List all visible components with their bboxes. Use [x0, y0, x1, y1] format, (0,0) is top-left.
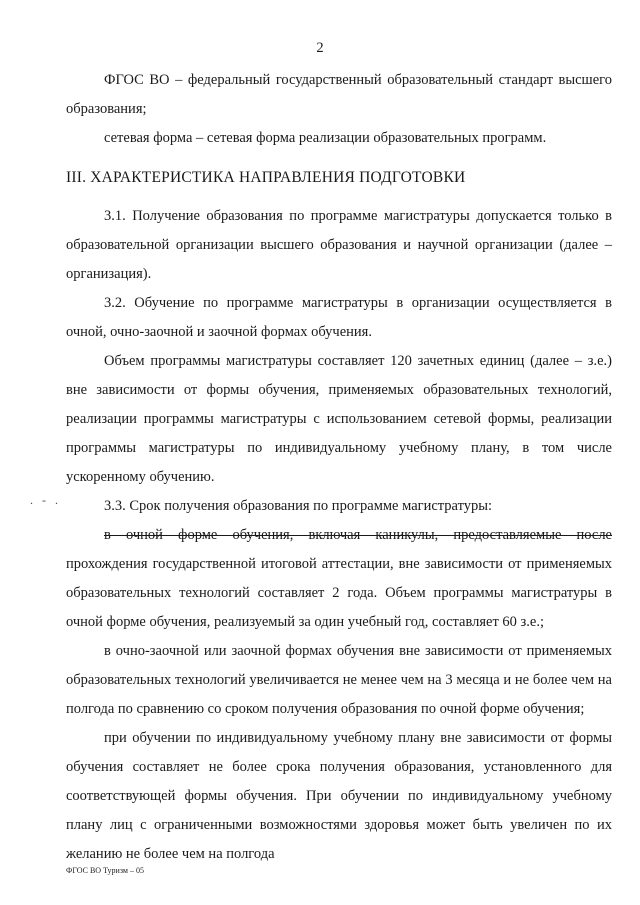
paragraph-3-3: 3.3. Срок получения образования по программе магистратуры:	[104, 498, 493, 514]
paragraph-3-1: 3.1. Получение образования по программе магистратуры допускается только в образовательной организации высшего образования и научной организации (далее – организация).	[66, 208, 612, 282]
definition-fgos: ФГОС ВО – федеральный государственный образовательный стандарт высшего образования;	[66, 72, 612, 117]
paragraph-3-2: 3.2. Обучение по программе магистратуры в организации осуществляется в очной, очно-заочной и заочной формах обучения.	[66, 295, 612, 340]
paragraph-parttime: в очно-заочной или заочной формах обучения вне зависимости от применяемых образовательных технологий увеличивается не менее чем на 3 месяца и не более чем на полгода по сравнению со сроком получения образования по очной форме обучения;	[66, 643, 612, 717]
margin-marks: . - .	[30, 493, 61, 507]
paragraph-fulltime	[66, 521, 612, 637]
paragraph-program-volume: Объем программы магистратуры составляет 120 зачетных единиц (далее – з.е.) вне зависимости от формы обучения, применяемых образовательных технологий, реализации программы магистратуры с использованием сетевой формы, реализации программы магистратуры по индивидуальному учебному плану, в том числе ускоренному обучению.	[66, 353, 612, 485]
fulltime-text: прохождения государственной итоговой аттестации, вне зависимости от применяемых образовательных технологий составляет 2 года. Объем программы магистратуры в очной форме обучения, реализуемый за один учебный год, составляет 60 з.е.;	[66, 556, 612, 630]
footer-label: ФГОС ВО Туризм – 05	[66, 866, 144, 875]
paragraph-individual-plan: при обучении по индивидуальному учебному плану вне зависимости от формы обучения составляет не более срока получения образования, установленного для соответствующей формы обучения. При обучении по индивидуальному учебному плану лиц с ограниченными возможностями здоровья может быть увеличен по их желанию не более чем на полгода	[66, 730, 612, 862]
struck-text: в очной форме обучения, включая каникулы, предоставляемые после	[104, 527, 612, 543]
definition-network-form: сетевая форма – сетевая форма реализации образовательных программ.	[104, 130, 547, 146]
section-heading: III. ХАРАКТЕРИСТИКА НАПРАВЛЕНИЯ ПОДГОТОВКИ	[66, 169, 466, 186]
page-number: 2	[316, 40, 324, 56]
document-body	[66, 66, 612, 869]
